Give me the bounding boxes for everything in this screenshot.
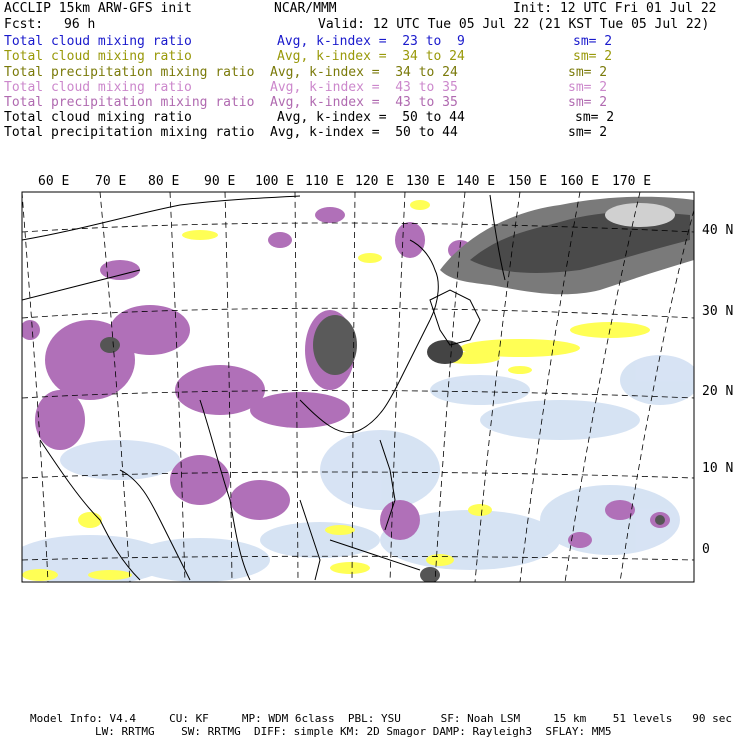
longitude-label: 60 E (38, 174, 70, 189)
field-smoothing: sm= 2 (575, 110, 615, 125)
longitude-labels (38, 174, 651, 189)
valid-time: Valid: 12 UTC Tue 05 Jul 22 (21 KST Tue 05 Jul 22) (318, 17, 710, 32)
field-smoothing: sm= 2 (568, 125, 608, 140)
field-name: Total precipitation mixing ratio (4, 125, 255, 140)
latitude-label: 30 N (702, 304, 734, 319)
model-info-line2: LW: RRTMG SW: RRTMG DIFF: simple KM: 2D Smagor DAMP: Rayleigh3 SFLAY: MM5 (95, 725, 612, 738)
field-name: Total precipitation mixing ratio (4, 65, 255, 80)
longitude-label: 70 E (95, 174, 127, 189)
latitude-labels (702, 223, 733, 557)
model-info-line1: Model Info: V4.4 CU: KF MP: WDM 6class PBL: YSU SF: Noah LSM 15 km 51 levels 90 sec (30, 712, 732, 725)
field-level-range: Avg, k-index = 34 to 24 (277, 49, 465, 64)
org-label: NCAR/MMM (274, 1, 337, 16)
longitude-label: 100 E (255, 174, 295, 189)
latitude-label: 10 N (702, 461, 734, 476)
latitude-label: 20 N (702, 384, 734, 399)
field-name: Total cloud mixing ratio (4, 49, 192, 64)
field-name: Total cloud mixing ratio (4, 80, 192, 95)
forecast-label: Fcst: (4, 17, 44, 32)
field-level-range: Avg, k-index = 50 to 44 (270, 125, 458, 140)
field-name: Total cloud mixing ratio (4, 110, 192, 125)
field-smoothing: sm= 2 (573, 34, 613, 49)
longitude-label: 170 E (612, 174, 652, 189)
longitude-label: 130 E (406, 174, 446, 189)
field-smoothing: sm= 2 (573, 49, 613, 64)
longitude-label: 110 E (305, 174, 345, 189)
field-level-range: Avg, k-index = 50 to 44 (277, 110, 465, 125)
field-level-range: Avg, k-index = 34 to 24 (270, 65, 458, 80)
longitude-label: 90 E (204, 174, 236, 189)
field-level-range: Avg, k-index = 23 to 9 (277, 34, 465, 49)
forecast-hour: 96 h (64, 17, 96, 32)
longitude-label: 160 E (560, 174, 600, 189)
field-name: Total cloud mixing ratio (4, 34, 192, 49)
longitude-label: 150 E (508, 174, 548, 189)
longitude-label: 80 E (148, 174, 180, 189)
init-time: Init: 12 UTC Fri 01 Jul 22 (513, 1, 717, 16)
longitude-label: 120 E (355, 174, 395, 189)
latitude-label: 40 N (702, 223, 734, 238)
longitude-label: 140 E (456, 174, 496, 189)
field-smoothing: sm= 2 (568, 95, 608, 110)
latitude-label: 0 (702, 542, 710, 557)
field-name: Total precipitation mixing ratio (4, 95, 255, 110)
field-level-range: Avg, k-index = 43 to 35 (270, 80, 458, 95)
model-title: ACCLIP 15km ARW-GFS init (4, 1, 192, 16)
field-smoothing: sm= 2 (568, 80, 608, 95)
field-smoothing: sm= 2 (568, 65, 608, 80)
field-level-range: Avg, k-index = 43 to 35 (270, 95, 458, 110)
